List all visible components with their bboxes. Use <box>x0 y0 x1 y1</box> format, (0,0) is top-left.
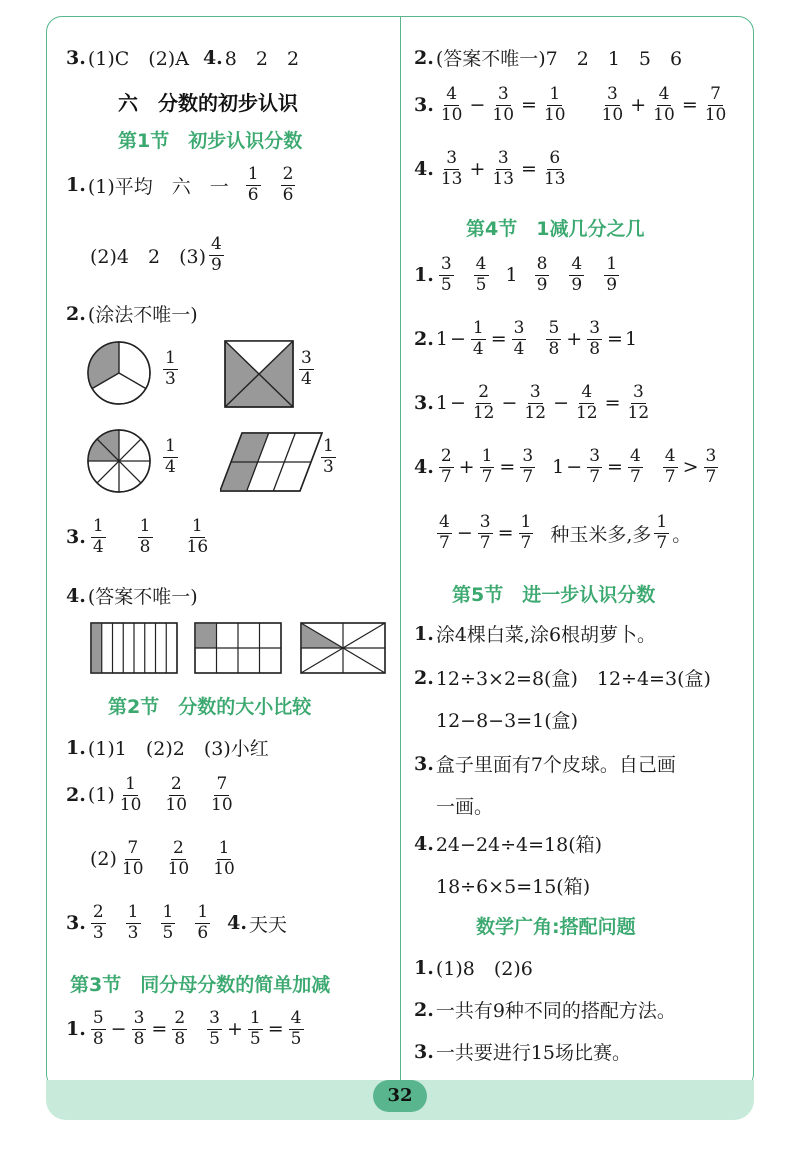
pie-thirds-figure <box>86 340 152 406</box>
fraction: $\frac{3}{8}$ <box>133 1008 145 1049</box>
answer-row: 3. 盒子里面有7个皮球。自己画 <box>414 752 676 776</box>
parallelogram-sixths-figure <box>220 432 324 492</box>
fraction: $\frac{3}{4}$ <box>301 348 312 389</box>
answer-row: 一画。 <box>436 796 494 818</box>
fraction: $\frac{1}{4}$ <box>472 318 484 359</box>
fraction: $\frac{7}{10}$ <box>211 774 233 815</box>
answer-row <box>160 438 181 477</box>
fraction: $\frac{1}{6}$ <box>247 164 259 205</box>
answer-row: 2. 一共有9种不同的搭配方法。 <box>414 998 676 1022</box>
answer-row: 4. $\frac{2}{7}$ + $\frac{1}{7}$ = $\frac{3}{7}$ 1 − $\frac{3}{7}$ = $\frac{4}{7}$ $\frac{4}{7}$ > $\frac{3}{7}$ <box>414 446 717 487</box>
answer-row: 1. $\frac{3}{5}$ $\frac{4}{5}$ 1 $\frac{8}{9}$ $\frac{4}{9}$ $\frac{1}{9}$ <box>414 254 618 295</box>
answer-row: 1. $\frac{5}{8}$ − $\frac{3}{8}$ = $\frac{2}{8}$ $\frac{3}{5}$ + $\frac{1}{5}$ = $\frac{4}{5}$ <box>66 1008 302 1049</box>
answer-row: 2. (1) $\frac{1}{10}$ $\frac{2}{10}$ $\frac{7}{10}$ <box>66 774 233 815</box>
fraction: $\frac{1}{7}$ <box>656 512 668 553</box>
fraction: $\frac{1}{3}$ <box>323 436 334 477</box>
answer-row <box>296 350 317 389</box>
answer-row: 1. (1)平均 六 一 $\frac{1}{6}$ $\frac{2}{6}$ <box>66 164 294 205</box>
fraction: $\frac{3}{5}$ <box>440 254 452 295</box>
square-quarters-figure <box>224 340 294 408</box>
answer-row: 2. 12÷3×2=8(盒) 12÷4=3(盒) <box>414 666 711 690</box>
fraction: $\frac{4}{12}$ <box>575 382 598 423</box>
answer-row: 18÷6×5=15(箱) <box>436 876 591 898</box>
fraction: $\frac{5}{8}$ <box>548 318 560 359</box>
fraction: $\frac{3}{5}$ <box>209 1008 220 1049</box>
page-number: 32 <box>373 1080 427 1112</box>
section-title: 第3节 同分母分数的简单加减 <box>70 974 331 996</box>
answer-row: 1. (1)8 (2)6 <box>414 956 533 980</box>
rectangle-strips-figure <box>90 622 178 674</box>
answer-row: 1. (1)1 (2)2 (3)小红 <box>66 736 269 760</box>
answer-row: 1. 涂4棵白菜,涂6根胡萝卜。 <box>414 622 657 646</box>
answer-row: 4. $\frac{3}{13}$ + $\frac{3}{13}$ = $\frac{6}{13}$ <box>414 148 566 189</box>
fraction: $\frac{4}{9}$ <box>211 234 222 275</box>
answer-row: 2. (答案不唯一)7 2 1 5 6 <box>414 46 683 70</box>
section-title: 第2节 分数的大小比较 <box>108 696 312 718</box>
column-divider <box>400 16 401 1090</box>
pie-eighths-figure <box>86 428 152 494</box>
answer-row: 2. (涂法不唯一) <box>66 302 198 326</box>
answer-row: 3. $\frac{1}{4}$ $\frac{1}{8}$ $\frac{1}{16}$ <box>66 516 209 557</box>
fraction: $\frac{1}{10}$ <box>119 774 142 815</box>
fraction: $\frac{2}{3}$ <box>92 902 104 943</box>
fraction: $\frac{7}{10}$ <box>704 84 727 125</box>
answer-row: 2. 1 − $\frac{1}{4}$ = $\frac{3}{4}$ $\frac{5}{8}$ + $\frac{3}{8}$ = 1 <box>414 318 638 359</box>
fraction: $\frac{4}{5}$ <box>290 1008 302 1049</box>
answer-row: 3. 1 − $\frac{2}{12}$ − $\frac{3}{12}$ − $\frac{4}{12}$ = $\frac{3}{12}$ <box>414 382 650 423</box>
fraction: $\frac{3}{8}$ <box>589 318 601 359</box>
fraction: $\frac{1}{6}$ <box>197 902 209 943</box>
fraction: $\frac{1}{5}$ <box>162 902 174 943</box>
fraction: $\frac{2}{6}$ <box>282 164 294 205</box>
fraction: $\frac{4}{7}$ <box>629 446 641 487</box>
fraction: $\frac{1}{10}$ <box>213 838 235 879</box>
fraction: $\frac{3}{12}$ <box>627 382 650 423</box>
section-title: 第1节 初步认识分数 <box>118 130 303 152</box>
fraction: $\frac{3}{7}$ <box>589 446 601 487</box>
unit-title: 六 分数的初步认识 <box>118 91 298 115</box>
fraction: $\frac{4}{5}$ <box>475 254 487 295</box>
fraction: $\frac{2}{8}$ <box>174 1008 186 1049</box>
answer-row: (2)4 2 (3) $\frac{4}{9}$ <box>90 234 222 275</box>
fraction: $\frac{3}{7}$ <box>705 446 717 487</box>
fraction: $\frac{2}{10}$ <box>167 838 190 879</box>
fraction: $\frac{1}{16}$ <box>186 516 209 557</box>
fraction: $\frac{4}{7}$ <box>664 446 676 487</box>
fraction: $\frac{4}{7}$ <box>439 512 450 553</box>
fraction: $\frac{5}{8}$ <box>92 1008 104 1049</box>
fraction: $\frac{4}{9}$ <box>571 254 583 295</box>
fraction: $\frac{1}{4}$ <box>165 436 176 477</box>
section-title: 第5节 进一步认识分数 <box>452 584 656 606</box>
fraction: $\frac{3}{10}$ <box>601 84 624 125</box>
fraction: $\frac{3}{13}$ <box>440 148 463 189</box>
answer-row: 4. (答案不唯一) <box>66 584 198 608</box>
fraction: $\frac{3}{7}$ <box>479 512 491 553</box>
answer-row: 12−8−3=1(盒) <box>436 710 579 732</box>
answer-row: $\frac{4}{7}$ − $\frac{3}{7}$ = $\frac{1}{7}$ 种玉米多,多 $\frac{1}{7}$ 。 <box>439 512 692 553</box>
fraction: $\frac{6}{13}$ <box>543 148 566 189</box>
fraction: $\frac{2}{12}$ <box>472 382 495 423</box>
answer-row: (2) $\frac{7}{10}$ $\frac{2}{10}$ $\frac{1}{10}$ <box>90 838 235 879</box>
answer-row: 3. $\frac{2}{3}$ $\frac{1}{3}$ $\frac{1}{5}$ $\frac{1}{6}$ 4. 天天 <box>66 902 288 943</box>
fraction: $\frac{3}{12}$ <box>524 382 547 423</box>
answer-row: 3. $\frac{4}{10}$ − $\frac{3}{10}$ = $\frac{1}{10}$ $\frac{3}{10}$ + $\frac{4}{10}$ = $\frac{7}{10}$ <box>414 84 727 125</box>
fraction: $\frac{3}{4}$ <box>513 318 525 359</box>
fraction: $\frac{1}{10}$ <box>543 84 566 125</box>
answer-row: 4. 24−24÷4=18(箱) <box>414 832 603 856</box>
fraction: $\frac{1}{7}$ <box>481 446 493 487</box>
fraction: $\frac{4}{10}$ <box>440 84 463 125</box>
fraction: $\frac{1}{3}$ <box>127 902 139 943</box>
fraction: $\frac{1}{4}$ <box>92 516 104 557</box>
fraction: $\frac{8}{9}$ <box>536 254 548 295</box>
rectangle-star-figure <box>300 622 386 674</box>
section-title: 数学广角:搭配问题 <box>476 916 636 938</box>
answer-row: 3. 一共要进行15场比赛。 <box>414 1040 632 1064</box>
answer-row: 3. (1)C (2)A 4. 8 2 2 <box>66 46 300 70</box>
fraction: $\frac{1}{7}$ <box>520 512 532 553</box>
fraction: $\frac{4}{10}$ <box>653 84 675 125</box>
fraction: $\frac{3}{13}$ <box>492 148 515 189</box>
fraction: $\frac{3}{10}$ <box>492 84 515 125</box>
section-title: 第4节 1减几分之几 <box>466 218 645 240</box>
fraction: $\frac{1}{3}$ <box>165 348 176 389</box>
answer-row <box>160 350 181 389</box>
fraction: $\frac{2}{10}$ <box>165 774 188 815</box>
fraction: $\frac{2}{7}$ <box>440 446 452 487</box>
fraction: $\frac{3}{7}$ <box>522 446 534 487</box>
fraction: $\frac{1}{5}$ <box>249 1008 261 1049</box>
answer-row <box>318 438 339 477</box>
rectangle-grid-figure <box>194 622 282 674</box>
fraction: $\frac{7}{10}$ <box>121 838 144 879</box>
fraction: $\frac{1}{8}$ <box>139 516 151 557</box>
fraction: $\frac{1}{9}$ <box>606 254 618 295</box>
